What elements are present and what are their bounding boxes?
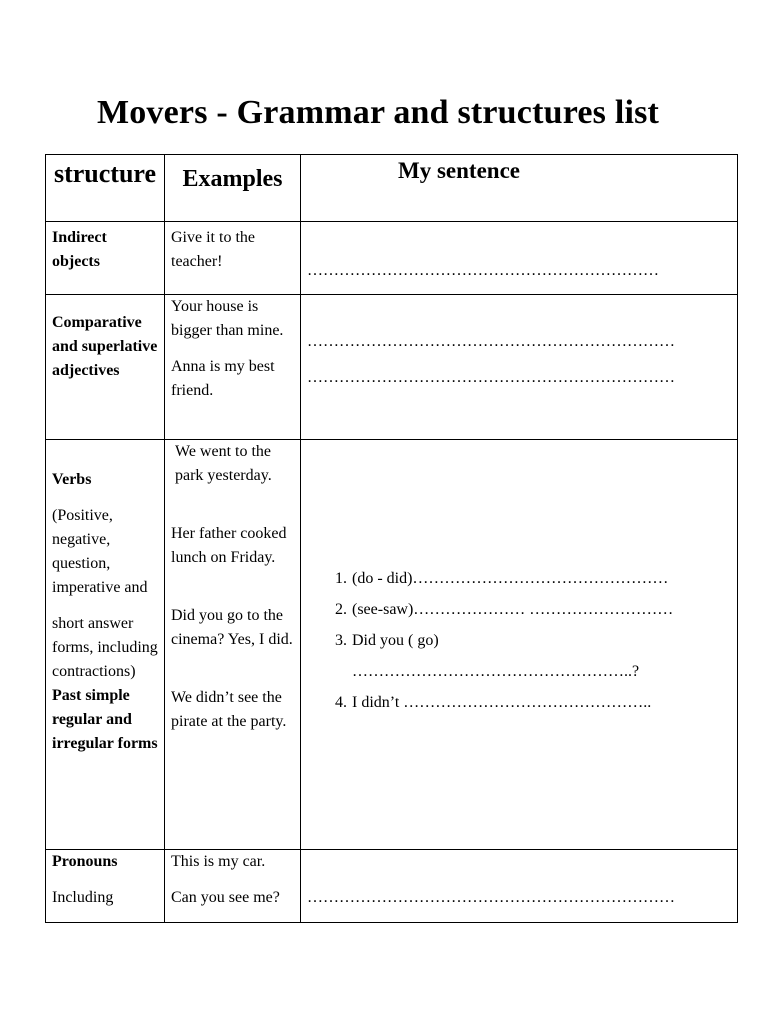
structure-title: Pronouns: [52, 853, 118, 870]
example-cell: [165, 295, 301, 440]
table-row: [46, 440, 738, 850]
task-list: [301, 567, 737, 715]
answer-line: ……………………………………………………………: [307, 889, 675, 906]
structure-title: Verbs: [52, 471, 92, 488]
sentence-cell: [301, 850, 738, 923]
structure-note: (Positive, negative, question, imperative and: [52, 507, 148, 596]
task-text: Did you ( go): [352, 632, 439, 649]
table-row: [46, 850, 738, 923]
structure-cell: [46, 850, 165, 923]
answer-line: …………………………………………………………: [307, 262, 659, 279]
structure-cell: Indirect objects: [46, 222, 165, 295]
task-text: (see-saw)………………… ………………………: [352, 601, 674, 618]
example-cell: [165, 850, 301, 923]
example-text: Can you see me?: [171, 889, 280, 906]
example-text: We went to the park yesterday.: [175, 443, 272, 484]
header-examples: Examples: [165, 155, 301, 222]
answer-line: ……………………………………………………………: [307, 369, 675, 386]
table-row: [46, 222, 738, 295]
page-title: Movers - Grammar and structures list: [96, 94, 660, 131]
structure-note: Including: [52, 889, 114, 906]
grammar-table: [45, 154, 738, 923]
header-structure: structure: [46, 155, 165, 222]
header-my-sentence: My sentence: [301, 155, 738, 222]
sentence-cell: [301, 222, 738, 295]
task-item: 1. (do - did)…………………………………………: [351, 567, 737, 591]
task-continuation: ……………………………………………..?: [352, 663, 640, 680]
header-row: [46, 155, 738, 222]
example-text: Did you go to the cinema? Yes, I did.: [171, 607, 293, 648]
answer-line: ……………………………………………………………: [307, 333, 675, 350]
example-text: Anna is my best friend.: [171, 358, 275, 399]
example-text: We didn’t see the pirate at the party.: [171, 689, 287, 730]
sentence-cell: [301, 440, 738, 850]
example-text: Your house is bigger than mine.: [171, 298, 284, 339]
example-text: This is my car.: [171, 853, 266, 870]
structure-cell: [46, 440, 165, 850]
task-item: 4. I didn’t ………………………………………..: [351, 691, 737, 715]
structure-cell: Comparative and superlative adjectives: [46, 295, 165, 440]
task-item: [351, 629, 737, 684]
structure-note: short answer forms, including contractions): [52, 615, 158, 680]
table-row: [46, 295, 738, 440]
example-cell: [165, 440, 301, 850]
task-item: [351, 598, 737, 622]
example-cell: Give it to the teacher!: [165, 222, 301, 295]
structure-bold-note: Past simple regular and irregular forms: [52, 687, 158, 752]
sentence-cell: [301, 295, 738, 440]
example-text: Her father cooked lunch on Friday.: [171, 525, 287, 566]
